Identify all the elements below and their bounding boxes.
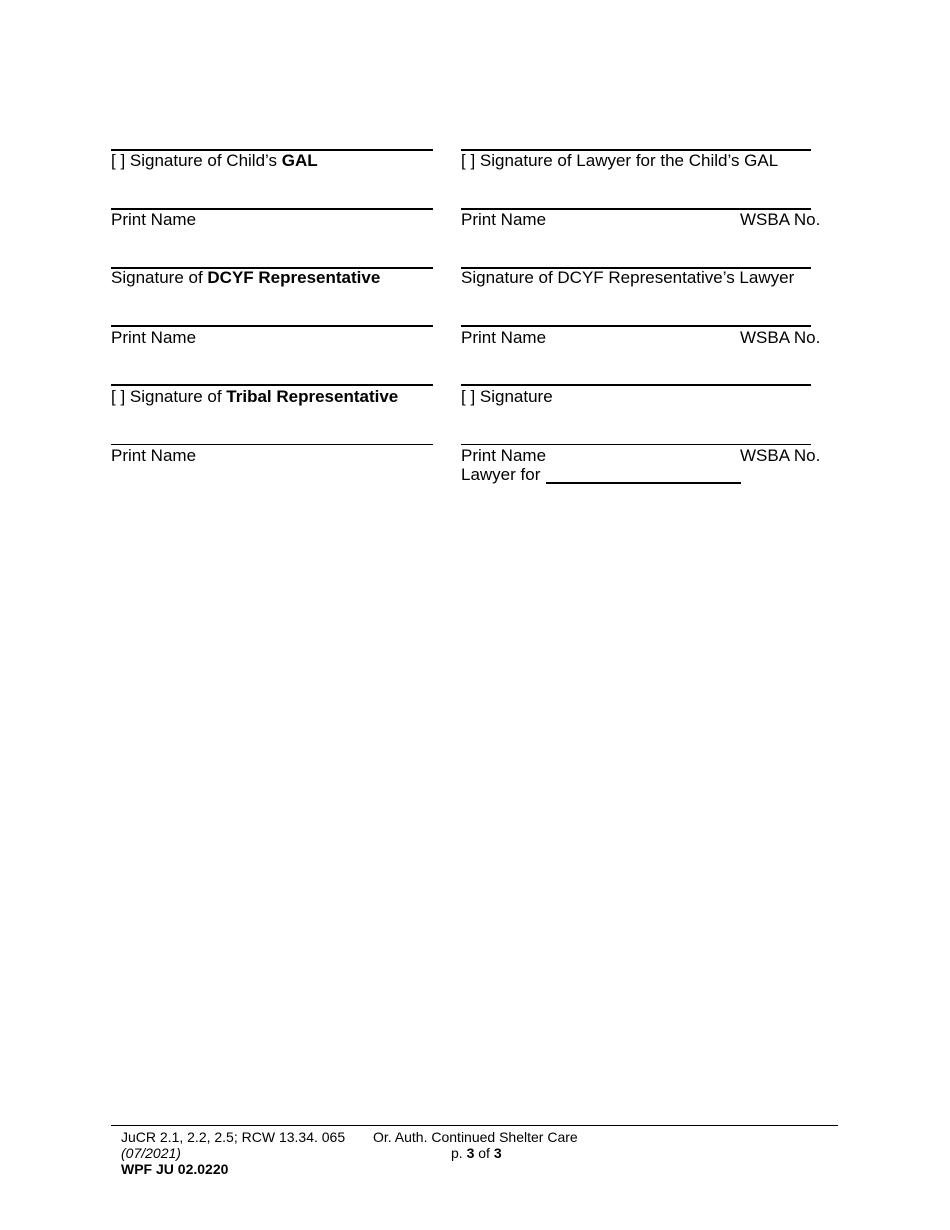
dcyf-lawyer-print-name-label: Print Name [461, 328, 547, 347]
footer-page-number: p. 3 of 3 [451, 1145, 502, 1161]
dcyf-lawyer-signature-label: Signature of DCYF Representative’s Lawyer [461, 268, 795, 287]
other-lawyer-print-name-line[interactable] [461, 444, 811, 445]
tribal-print-name-label: Print Name [111, 446, 197, 465]
other-lawyer-wsba-label: WSBA No. [740, 446, 821, 465]
dcyf-lawyer-print-name-line[interactable] [461, 325, 811, 327]
gal-lawyer-print-name-label: Print Name [461, 210, 547, 229]
other-lawyer-print-name-label: Print Name [461, 446, 547, 465]
dcyf-lawyer-wsba-label: WSBA No. [740, 328, 821, 347]
lawyer-for-line[interactable] [546, 482, 741, 484]
dcyf-print-name-line[interactable] [111, 325, 433, 327]
other-lawyer-signature-label: [ ] Signature [461, 387, 553, 406]
gal-lawyer-signature-label: [ ] Signature of Lawyer for the Child’s GAL [461, 151, 779, 170]
footer-date: (07/2021) [121, 1145, 181, 1161]
lawyer-for-label: Lawyer for [461, 465, 541, 484]
footer-form-title: Or. Auth. Continued Shelter Care [373, 1129, 578, 1145]
gal-print-name-label: Print Name [111, 210, 197, 229]
footer-form-id: WPF JU 02.0220 [121, 1161, 229, 1177]
footer-rule [111, 1125, 838, 1126]
tribal-print-name-line[interactable] [111, 444, 433, 445]
dcyf-signature-label: Signature of DCYF Representative [111, 268, 381, 287]
other-lawyer-signature-line[interactable] [461, 384, 811, 386]
gal-lawyer-wsba-label: WSBA No. [740, 210, 821, 229]
tribal-signature-line[interactable] [111, 384, 433, 386]
gal-signature-label: [ ] Signature of Child’s GAL [111, 151, 318, 170]
dcyf-print-name-label: Print Name [111, 328, 197, 347]
footer-rule-citation: JuCR 2.1, 2.2, 2.5; RCW 13.34. 065 [121, 1129, 346, 1145]
tribal-signature-label: [ ] Signature of Tribal Representative [111, 387, 399, 406]
